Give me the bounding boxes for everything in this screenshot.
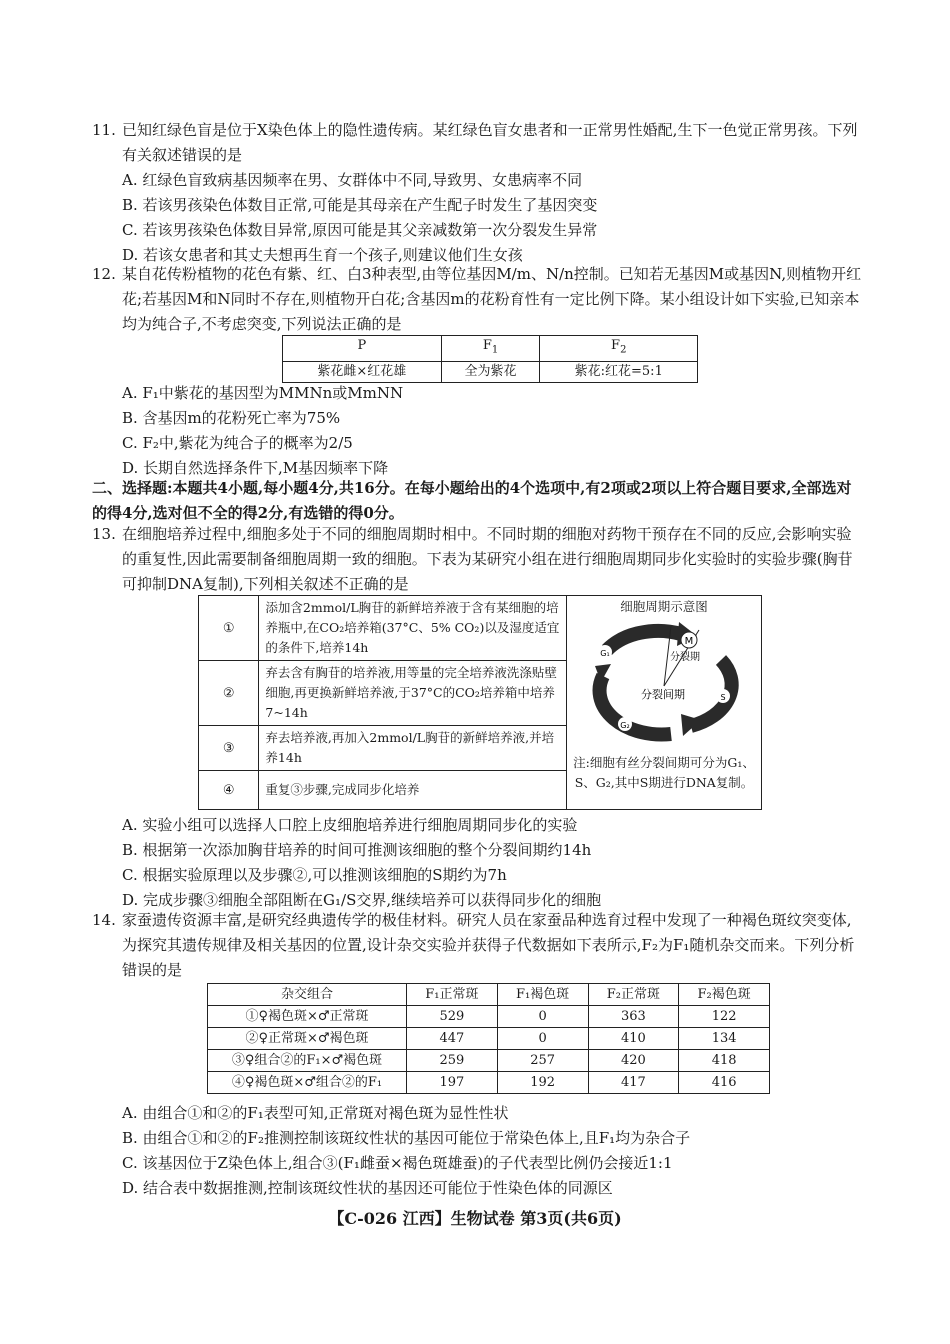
arc-g2 <box>600 676 671 735</box>
stem-text: 已知红绿色盲是位于X染色体上的隐性遗传病。某红绿色盲女患者和一正常男性婚配,生下一色觉正常男孩。下列有关叙述错误的是 <box>122 121 858 164</box>
table-cell: 418 <box>679 1050 770 1072</box>
table-cell: ①♀褐色斑×♂正常斑 <box>208 1006 407 1028</box>
option-b: B. 若该男孩染色体数目正常,可能是其母亲在产生配子时发生了基因突变 <box>122 196 598 214</box>
cell-cycle-diagram <box>567 596 762 810</box>
table-cell: ②♀正常斑×♂褐色斑 <box>208 1028 407 1050</box>
table-cell: 417 <box>588 1072 679 1094</box>
table-cell: 447 <box>407 1028 498 1050</box>
option-c: C. 若该男孩染色体数目异常,原因可能是其父亲减数第一次分裂发生异常 <box>122 221 598 239</box>
table-header: 杂交组合 <box>208 984 407 1006</box>
table-cell: 紫花雌×红花雄 <box>283 361 442 382</box>
q12-options <box>0 381 950 481</box>
question-13 <box>0 522 950 597</box>
option-c: C. 该基因位于Z染色体上,组合③(F₁雌蚕×褐色斑雄蚕)的子代表型比例仍会接近1:1 <box>122 1154 673 1172</box>
table-cell: ③♀组合②的F₁×♂褐色斑 <box>208 1050 407 1072</box>
option-a: A. F₁中紫花的基因型为MMNn或MmNN <box>122 384 404 402</box>
question-number: 11. <box>92 121 116 139</box>
option-c: C. F₂中,紫花为纯合子的概率为2/5 <box>122 434 353 452</box>
q14-options <box>0 1101 950 1201</box>
table-cell: 紫花:红花=5:1 <box>540 361 698 382</box>
question-stem <box>92 522 862 597</box>
table-row <box>208 1050 770 1072</box>
table-cell: 416 <box>679 1072 770 1094</box>
option-a: A. 红绿色盲致病基因频率在男、女群体中不同,导致男、女患病率不同 <box>122 171 583 189</box>
question-number: 13. <box>92 525 116 543</box>
step-number: ① <box>199 596 259 661</box>
page-footer: 【C-026 江西】生物试卷 第3页(共6页) <box>328 1209 622 1228</box>
option-d: D. 若该女患者和其丈夫想再生育一个孩子,则建议他们生女孩 <box>122 246 523 264</box>
table-header: F₂正常斑 <box>588 984 679 1006</box>
label-g2: G₂ <box>620 721 630 730</box>
option-b: B. 根据第一次添加胸苷培养的时间可推测该细胞的整个分裂间期约14h <box>122 841 592 859</box>
section-title: 二、选择题:本题共4小题,每小题4分,共16分。在每小题给出的4个选项中,有2项或2项以上符合题目要求,全部选对的得4分,选对但不全的得2分,有选错的得0分。 <box>92 479 852 522</box>
table-header-row <box>208 984 770 1006</box>
table-row <box>208 1028 770 1050</box>
step-text: 弃去含有胸苷的培养液,用等量的完全培养液洗涤贴壁细胞,再更换新鲜培养液,于37°C的CO₂培养箱中培养7~14h <box>259 661 567 726</box>
question-stem <box>92 118 862 168</box>
step-text: 弃去培养液,再加入2mmol/L胸苷的新鲜培养液,并培养14h <box>259 726 567 771</box>
option-b: B. 由组合①和②的F₂推测控制该斑纹性状的基因可能位于常染色体上,且F₁均为杂合子 <box>122 1129 691 1147</box>
table-header: F₁正常斑 <box>407 984 498 1006</box>
stem-text: 某自花传粉植物的花色有紫、红、白3种表型,由等位基因M/m、N/n控制。已知若无基因M或基因N,则植物开红花;若基因M和N同时不存在,则植物开白花;含基因m的花粉育性有一定比例下降。某小组设计如下实验,已知亲本均为纯合子,不考虑突变,下列说法正确的是 <box>122 265 862 333</box>
diagram-note: 注:细胞有丝分裂间期可分为G₁、S、G₂,其中S期进行DNA复制。 <box>573 755 755 790</box>
table-cell: 0 <box>497 1028 588 1050</box>
question-number: 12. <box>92 265 116 283</box>
option-d: D. 长期自然选择条件下,M基因频率下降 <box>122 459 389 477</box>
step-text: 添加含2mmol/L胸苷的新鲜培养液于含有某细胞的培养瓶中,在CO₂培养箱(37°C、5% CO₂)以及湿度适宜的条件下,培养14h <box>259 596 567 661</box>
label-m: M <box>684 636 694 647</box>
question-stem <box>92 908 862 983</box>
question-14 <box>0 908 950 983</box>
table-header: P <box>283 336 442 362</box>
table-cell: 192 <box>497 1072 588 1094</box>
option-b: B. 含基因m的花粉死亡率为75% <box>122 409 341 427</box>
table-cell: 420 <box>588 1050 679 1072</box>
label-interphase: 分裂间期 <box>641 688 686 701</box>
label-division: 分裂期 <box>670 652 701 663</box>
table-header: F₂褐色斑 <box>679 984 770 1006</box>
table-cell: 410 <box>588 1028 679 1050</box>
stem-text: 家蚕遗传资源丰富,是研究经典遗传学的极佳材料。研究人员在家蚕品种选育过程中发现了一种褐色斑纹突变体,为探究其遗传规律及相关基因的位置,设计杂交实验并获得子代数据如下表所示,F₂为F₁随机杂交而来。下列分析错误的是 <box>122 911 855 979</box>
question-stem <box>92 262 862 337</box>
table-cell: ④♀褐色斑×♂组合②的F₁ <box>208 1072 407 1094</box>
q13-table <box>198 595 762 810</box>
cell-cycle-svg <box>571 616 757 742</box>
q13-options <box>0 813 950 913</box>
option-a: A. 实验小组可以选择人口腔上皮细胞培养进行细胞周期同步化的实验 <box>122 816 578 834</box>
question-11 <box>0 118 950 268</box>
table-row <box>208 1072 770 1094</box>
table-cell: 全为紫花 <box>441 361 540 382</box>
step-number: ④ <box>199 771 259 810</box>
question-12 <box>0 262 950 337</box>
section-2-header <box>0 476 950 526</box>
step-number: ② <box>199 661 259 726</box>
diagram-title: 细胞周期示意图 <box>620 599 708 614</box>
q14-table <box>207 983 770 1094</box>
table-cell: 134 <box>679 1028 770 1050</box>
q12-table <box>282 335 698 383</box>
table-cell: 0 <box>497 1006 588 1028</box>
option-a: A. 由组合①和②的F₁表型可知,正常斑对褐色斑为显性性状 <box>122 1104 509 1122</box>
table-header: $F_2$ <box>540 336 698 362</box>
table-cell: 257 <box>497 1050 588 1072</box>
table-cell: 529 <box>407 1006 498 1028</box>
option-d: D. 完成步骤③细胞全部阻断在G₁/S交界,继续培养可以获得同步化的细胞 <box>122 891 602 909</box>
table-cell: 363 <box>588 1006 679 1028</box>
step-number: ③ <box>199 726 259 771</box>
question-number: 14. <box>92 911 116 929</box>
table-cell: 122 <box>679 1006 770 1028</box>
table-cell: 197 <box>407 1072 498 1094</box>
table-header: $F_1$ <box>441 336 540 362</box>
option-d: D. 结合表中数据推测,控制该斑纹性状的基因还可能位于性染色体的同源区 <box>122 1179 613 1197</box>
option-c: C. 根据实验原理以及步骤②,可以推测该细胞的S期约为7h <box>122 866 507 884</box>
stem-text: 在细胞培养过程中,细胞多处于不同的细胞周期时相中。不同时期的细胞对药物干预存在不同的反应,会影响实验的重复性,因此需要制备细胞周期一致的细胞。下表为某研究小组在进行细胞周期同步化实验时的实验步骤(胸苷可抑制DNA复制),下列相关叙述不正确的是 <box>122 525 853 593</box>
table-header: F₁褐色斑 <box>497 984 588 1006</box>
table-cell: 259 <box>407 1050 498 1072</box>
step-text: 重复③步骤,完成同步化培养 <box>259 771 567 810</box>
label-g1: G₁ <box>600 649 610 658</box>
table-row <box>208 1006 770 1028</box>
label-s: S <box>720 693 726 702</box>
